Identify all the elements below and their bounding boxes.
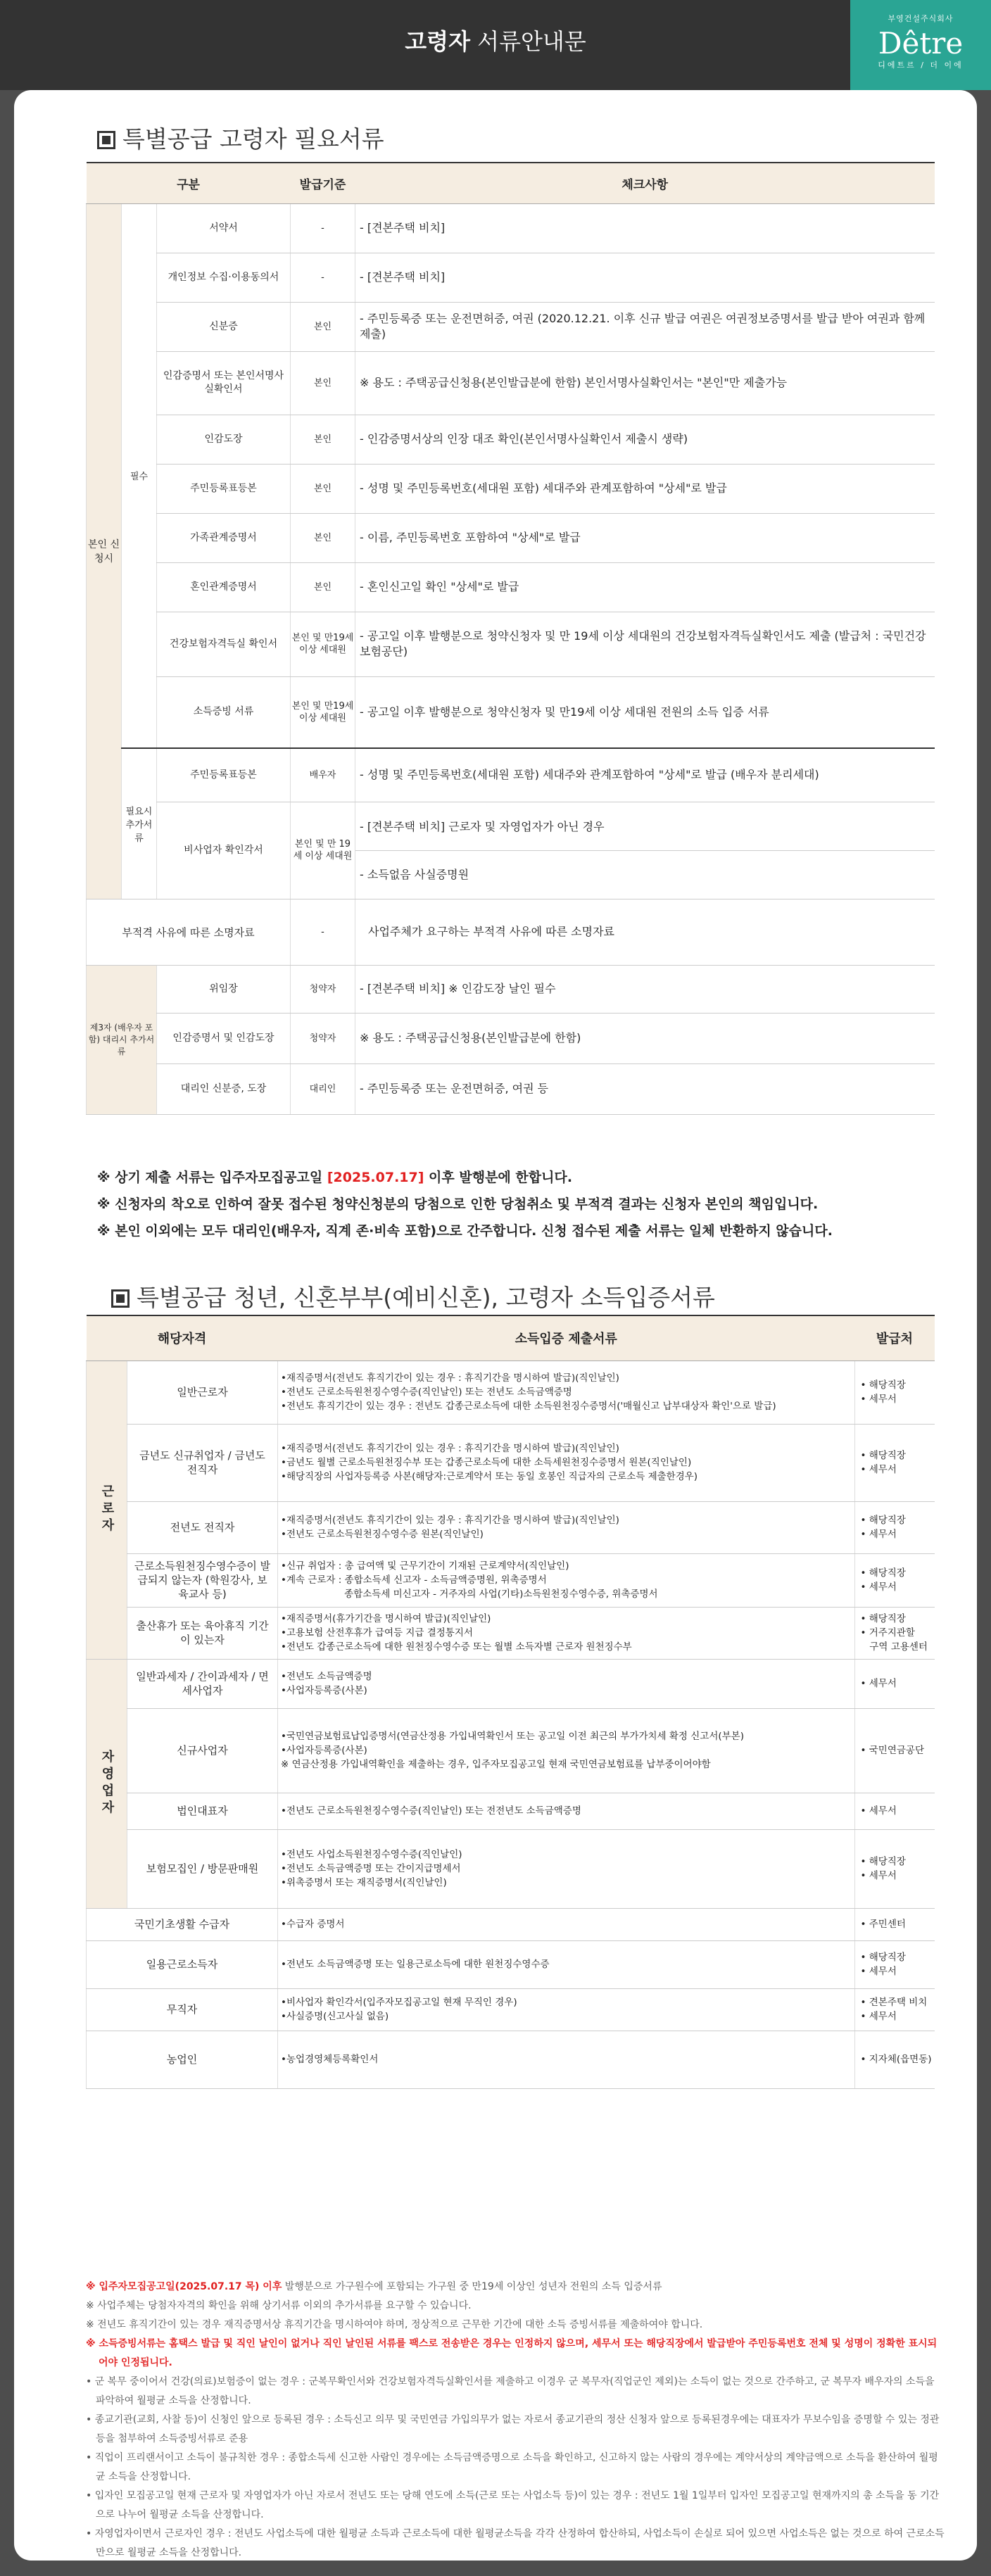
qualification-name: 전년도 전직자 bbox=[127, 1501, 278, 1553]
table-row bbox=[87, 1829, 935, 1908]
doc-line: •전년도 휴직기간이 있는 경우 : 전년도 갑종근로소득에 대한 소득원천징수증명서('매월신고 납부대상자 확인'으로 발급) bbox=[281, 1401, 776, 1412]
check-item: - [견본주택 비치] bbox=[355, 203, 935, 253]
issuer bbox=[854, 1360, 935, 1424]
note-line: ※ 신청자의 착오로 인하여 잘못 접수된 청약신청분의 당첨으로 인한 당첨취소 및 부적격 결과는 신청자 본인의 책임입니다. bbox=[97, 1197, 819, 1212]
proof-documents bbox=[278, 1793, 855, 1829]
note-line: ※ 전년도 휴직기간이 있는 경우 재직증명서상 휴직기간을 명시하여야 하며, 정상적으로 근무한 기간에 대한 소득 증빙서류를 제출하여야 합니다. bbox=[86, 2319, 703, 2330]
doc-line: •재직증명서(휴가기간을 명시하여 발급)(직인날인) bbox=[281, 1613, 491, 1624]
basis: 청약자 bbox=[291, 1013, 355, 1063]
doc-line: •전년도 근로소득원천징수영수증(직인날인) 또는 전년도 소득금액증명 bbox=[281, 1387, 572, 1398]
doc-name: 개인정보 수집·이용동의서 bbox=[157, 253, 291, 302]
doc-name: 서약서 bbox=[157, 203, 291, 253]
table-row bbox=[87, 1908, 935, 1940]
qualification-name: 일반근로자 bbox=[127, 1360, 278, 1424]
doc-line: •전년도 근로소득원천징수영수증 원본(직인날인) bbox=[281, 1529, 484, 1540]
table-row bbox=[87, 415, 935, 464]
doc-line: •사업자등록증(사본) bbox=[281, 1745, 367, 1756]
issuer-line: • 세무서 bbox=[860, 1966, 897, 1977]
note-line: ※ 본인 이외에는 모두 대리인(배우자, 직계 존·비속 포함)으로 간주합니다. 신청 접수된 제출 서류는 일체 반환하지 않습니다. bbox=[97, 1223, 833, 1239]
proof-documents bbox=[278, 1829, 855, 1908]
note-line: ※ 소득증빙서류는 홈택스 발급 및 직인 날인이 없거나 직인 날인된 서류를 팩스로 전송받은 경우는 인정하지 않으며, 세무서 또는 해당직장에서 발급받아 주민등록번호 전체 및 성명이 정확한 표시되어야 인정됩니다. bbox=[86, 2338, 938, 2368]
table-row bbox=[87, 748, 935, 802]
proof-documents bbox=[278, 1659, 855, 1708]
proof-documents bbox=[278, 1908, 855, 1940]
issuer-line: • 해당직장 bbox=[860, 1515, 906, 1526]
doc-line: •전년도 근로소득원천징수영수증(직인날인) 또는 전전년도 소득금액증명 bbox=[281, 1805, 581, 1817]
check-item: - 공고일 이후 발행분으로 청약신청자 및 만19세 이상 세대원 전원의 소득 입증 서류 bbox=[355, 676, 935, 748]
table-row bbox=[87, 1988, 935, 2031]
col-header-check: 체크사항 bbox=[355, 163, 935, 203]
check-item: - 인감증명서상의 인장 대조 확인(본인서명사실확인서 제출시 생략) bbox=[355, 415, 935, 464]
doc-line: •전년도 소득금액증명 또는 간이지급명세서 bbox=[281, 1863, 461, 1874]
table-row bbox=[87, 351, 935, 415]
doc-line: •전년도 소득금액증명 bbox=[281, 1671, 372, 1682]
table-row bbox=[87, 1063, 935, 1114]
doc-line: 종합소득세 미신고자 - 거주자의 사업(기타)소득원천징수영수증, 위촉증명서 bbox=[281, 1589, 658, 1600]
check-line: - [견본주택 비치] 근로자 및 자영업자가 아닌 경우 bbox=[355, 802, 935, 851]
table-row bbox=[87, 253, 935, 302]
required-documents-table bbox=[86, 162, 935, 1115]
col-header-issuer: 발급처 bbox=[854, 1315, 935, 1360]
check-item: - 주민등록증 또는 운전면허증, 여권 (2020.12.21. 이후 신규 발급 여권은 여권정보증명서를 발급 받아 여권과 함께 제출) bbox=[355, 302, 935, 351]
qualification-name: 일반과세자 / 간이과세자 / 면세사업자 bbox=[127, 1659, 278, 1708]
issuer bbox=[854, 1708, 935, 1793]
table-row bbox=[87, 899, 935, 965]
doc-name: 건강보험자격득실 확인서 bbox=[157, 612, 291, 676]
issuer bbox=[854, 1553, 935, 1607]
check-item: - [견본주택 비치] bbox=[355, 253, 935, 302]
issuer-line: 구역 고용센터 bbox=[860, 1641, 928, 1653]
check-item: - 공고일 이후 발행분으로 청약신청자 및 만 19세 이상 세대원의 건강보험자격득실확인서도 제출 (발급처 : 국민건강보험공단) bbox=[355, 612, 935, 676]
qualification-name: 무직자 bbox=[87, 1988, 278, 2031]
doc-line: •사실증명(신고사실 없음) bbox=[281, 2011, 389, 2022]
doc-name: 인감증명서 또는 본인서명사실확인서 bbox=[157, 351, 291, 415]
table-row bbox=[87, 1013, 935, 1063]
doc-line: •사업자등록증(사본) bbox=[281, 1685, 367, 1696]
doc-name: 주민등록표등본 bbox=[157, 464, 291, 513]
proof-documents bbox=[278, 2031, 855, 2088]
issuer bbox=[854, 1501, 935, 1553]
check-item: - 이름, 주민등록번호 포함하여 "상세"로 발급 bbox=[355, 513, 935, 562]
check-item: ※ 용도 : 주택공급신청용(본인발급분에 한함) bbox=[355, 1013, 935, 1063]
table-row bbox=[87, 464, 935, 513]
basis: 본인 bbox=[291, 302, 355, 351]
table-row bbox=[87, 302, 935, 351]
table-row bbox=[87, 203, 935, 253]
income-proof-table bbox=[86, 1315, 935, 2089]
table-row bbox=[87, 965, 935, 1013]
doc-name: 위임장 bbox=[157, 965, 291, 1013]
doc-line: •비사업자 확인각서(입주자모집공고일 현재 무직인 경우) bbox=[281, 1997, 517, 2008]
issuer-line: • 세무서 bbox=[860, 2011, 897, 2022]
qualification-name: 금년도 신규취업자 / 금년도 전직자 bbox=[127, 1424, 278, 1501]
check-item: - 성명 및 주민등록번호(세대원 포함) 세대주와 관계포함하여 "상세"로 발급 bbox=[355, 464, 935, 513]
issuer-line: • 해당직장 bbox=[860, 1567, 906, 1579]
note-text: 발행분으로 가구원수에 포함되는 가구원 중 만19세 이상인 성년자 전원의 소득 입증서류 bbox=[282, 2281, 662, 2292]
brand-logo: 부영건설주식회사 Dêtre 디에트르 / 더 이에 bbox=[850, 0, 991, 90]
basis: 본인 bbox=[291, 464, 355, 513]
issuer-line: • 세무서 bbox=[860, 1464, 897, 1475]
qualification-name: 일용근로소득자 bbox=[87, 1940, 278, 1988]
note-highlight: ※ 입주자모집공고일(2025.07.17 목) 이후 bbox=[86, 2281, 282, 2292]
issuer bbox=[854, 1793, 935, 1829]
basis: 대리인 bbox=[291, 1063, 355, 1114]
note-line: • 군 복무 중이어서 건강(의료)보험증이 없는 경우 : 군복무확인서와 건강보험자격득실확인서를 제출하고 이경우 군 복무자(직업군인 제외)는 소득이 없는 것으로 간주하고, 군 복무자 배우자의 소득을 파악하여 월평균 소득을 산정합니다. bbox=[86, 2376, 935, 2406]
doc-line: •농업경영체등록확인서 bbox=[281, 2054, 379, 2065]
table-row bbox=[87, 802, 935, 899]
doc-line: •수급자 증명서 bbox=[281, 1919, 345, 1930]
basis: - bbox=[291, 203, 355, 253]
square-bullet-icon bbox=[111, 1289, 130, 1308]
section1-title: 특별공급 고령자 필요서류 bbox=[97, 121, 384, 154]
note-line: • 자영업자이면서 근로자인 경우 : 전년도 사업소득에 대한 월평균 소득과 근로소득에 대한 월평균소득을 각각 산정하여 합산하되, 사업소득이 손실로 되어 있으면 사업소득은 없는 것으로 하여 근로소득만으로 월평균 소득을 산정합니다. bbox=[86, 2528, 945, 2558]
doc-line: •재직증명서(전년도 휴직기간이 있는 경우 : 휴직기간을 명시하여 발급)(직인날인) bbox=[281, 1372, 619, 1384]
content-card bbox=[14, 90, 977, 2561]
qualification-name: 국민기초생활 수급자 bbox=[87, 1908, 278, 1940]
doc-name: 신분증 bbox=[157, 302, 291, 351]
issuer bbox=[854, 1940, 935, 1988]
issuer bbox=[854, 1908, 935, 1940]
doc-line: •위촉증명서 또는 재직증명서(직인날인) bbox=[281, 1877, 447, 1888]
basis: 본인 및 만19세 이상 세대원 bbox=[291, 612, 355, 676]
group-optional: 필요시 추가서류 bbox=[122, 748, 157, 899]
issuer bbox=[854, 2031, 935, 2088]
page-header bbox=[0, 0, 991, 90]
section2-title: 특별공급 청년, 신혼부부(예비신혼), 고령자 소득입증서류 bbox=[111, 1280, 715, 1313]
doc-line: •전년도 갑종근로소득에 대한 원천징수영수증 또는 월별 소득자별 근로자 원천징수부 bbox=[281, 1641, 632, 1653]
table-row bbox=[87, 1708, 935, 1793]
issuer-line: • 세무서 bbox=[860, 1870, 897, 1881]
doc-line: •국민연금보험료납입증명서(연금산정용 가입내역확인서 또는 공고일 이전 최근의 부가가치세 확정 신고서(부본) bbox=[281, 1731, 744, 1742]
qualification-name: 신규사업자 bbox=[127, 1708, 278, 1793]
section1-notes bbox=[97, 1164, 833, 1244]
qualification-name: 출산휴가 또는 육아휴직 기간이 있는자 bbox=[127, 1607, 278, 1659]
issuer bbox=[854, 1829, 935, 1908]
check-item: - 혼인신고일 확인 "상세"로 발급 bbox=[355, 562, 935, 612]
qualification-name: 근로소득원천징수영수증이 발급되지 않는자 (학원강사, 보육교사 등) bbox=[127, 1553, 278, 1607]
qualification-name: 보험모집인 / 방문판매원 bbox=[127, 1829, 278, 1908]
proof-documents bbox=[278, 1708, 855, 1793]
table-row bbox=[87, 1607, 935, 1659]
basis: 청약자 bbox=[291, 965, 355, 1013]
table-row bbox=[87, 676, 935, 748]
table-row bbox=[87, 1659, 935, 1708]
qualification-name: 농업인 bbox=[87, 2031, 278, 2088]
issuer-line: • 지자체(읍면동) bbox=[860, 2054, 932, 2065]
table-row bbox=[87, 1793, 935, 1829]
check-item: 사업주체가 요구하는 부적격 사유에 따른 소명자료 bbox=[355, 899, 935, 965]
note-line: • 종교기관(교회, 사찰 등)이 신청인 앞으로 등록된 경우 : 소득신고 의무 및 국민연금 가입의무가 없는 자로서 종교기관의 정산 신청자 앞으로 등록된경우에는 대표자가 무보수임을 증명할 수 있는 정관 등을 첨부하여 소득증빙서류로 준용 bbox=[86, 2414, 940, 2444]
check-item: - [견본주택 비치] ※ 인감도장 날인 필수 bbox=[355, 965, 935, 1013]
doc-line: •전년도 사업소득원천징수영수증(직인날인) bbox=[281, 1849, 462, 1860]
note-line bbox=[86, 2278, 945, 2297]
issuer bbox=[854, 1988, 935, 2031]
doc-line: •재직증명서(전년도 휴직기간이 있는 경우 : 휴직기간을 명시하여 발급)(직인날인) bbox=[281, 1443, 619, 1454]
col-header-qualification: 해당자격 bbox=[87, 1315, 278, 1360]
basis: 본인 및 만 19세 이상 세대원 bbox=[291, 802, 355, 899]
table-row bbox=[87, 1501, 935, 1553]
proof-documents bbox=[278, 1424, 855, 1501]
note-line: ※ 사업주체는 당첨자자격의 확인을 위해 상기서류 이외의 추가서류를 요구할 수 있습니다. bbox=[86, 2300, 472, 2311]
basis: 본인 및 만19세 이상 세대원 bbox=[291, 676, 355, 748]
doc-line: •재직증명서(전년도 휴직기간이 있는 경우 : 휴직기간을 명시하여 발급)(직인날인) bbox=[281, 1515, 619, 1526]
issuer-line: • 세무서 bbox=[860, 1805, 897, 1817]
issuer-line: • 해당직장 bbox=[860, 1613, 906, 1624]
proof-documents bbox=[278, 1940, 855, 1988]
doc-name: 대리인 신분증, 도장 bbox=[157, 1063, 291, 1114]
issuer-line: • 해당직장 bbox=[860, 1952, 906, 1963]
doc-line: ※ 연금산정용 가입내역확인을 제출하는 경우, 입주자모집공고일 현재 국민연금보험료를 납부중이어야함 bbox=[281, 1759, 711, 1770]
check-item: ※ 용도 : 주택공급신청용(본인발급분에 한함) 본인서명사실확인서는 "본인"만 제출가능 bbox=[355, 351, 935, 415]
group-worker: 근로자 bbox=[87, 1360, 127, 1659]
doc-line: •고용보험 산전후휴가 급여등 지급 결정통지서 bbox=[281, 1627, 473, 1639]
table-row bbox=[87, 562, 935, 612]
issuer-line: • 해당직장 bbox=[860, 1856, 906, 1867]
check-item: - 성명 및 주민등록번호(세대원 포함) 세대주와 관계포함하여 "상세"로 발급 (배우자 분리세대) bbox=[355, 748, 935, 802]
doc-name: 비사업자 확인각서 bbox=[157, 802, 291, 899]
issuer-line: • 해당직장 bbox=[860, 1379, 906, 1391]
check-item bbox=[355, 802, 935, 899]
section2-notes bbox=[86, 2278, 945, 2563]
table-row bbox=[87, 1360, 935, 1424]
note-line: • 입자인 모집공고일 현재 근로자 및 자영업자가 아닌 자로서 전년도 또는 당해 연도에 소득(근로 또는 사업소득 등)이 있는 경우 : 전년도 1월 1일부터 입자인 모집공고일 현재까지의 총 소득을 동 기간으로 나누어 월평균 소득을 산정합니다. bbox=[86, 2490, 940, 2520]
proof-documents bbox=[278, 1988, 855, 2031]
doc-name: 인감증명서 및 인감도장 bbox=[157, 1013, 291, 1063]
table-row bbox=[87, 1940, 935, 1988]
table-row bbox=[87, 2031, 935, 2088]
col-header-documents: 소득입증 제출서류 bbox=[278, 1315, 855, 1360]
table-row bbox=[87, 1553, 935, 1607]
issuer bbox=[854, 1607, 935, 1659]
check-line: - 소득없음 사실증명원 bbox=[360, 867, 469, 881]
doc-name: 주민등록표등본 bbox=[157, 748, 291, 802]
basis: 배우자 bbox=[291, 748, 355, 802]
doc-name: 가족관계증명서 bbox=[157, 513, 291, 562]
issuer bbox=[854, 1424, 935, 1501]
doc-line: •금년도 월별 근로소득원천징수부 또는 갑종근로소득에 대한 소득세원천징수증명서 원본(직인날인) bbox=[281, 1457, 692, 1468]
doc-line: •신규 취업자 : 총 급여액 및 근무기간이 기재된 근로계약서(직인날인) bbox=[281, 1560, 569, 1572]
basis: 본인 bbox=[291, 513, 355, 562]
doc-name: 부적격 사유에 따른 소명자료 bbox=[87, 899, 291, 965]
proof-documents bbox=[278, 1360, 855, 1424]
doc-line: •해당직장의 사업자등록증 사본(해당자:근로계약서 또는 동일 호봉인 직급자의 근로소득 제출한경우) bbox=[281, 1471, 698, 1482]
doc-name: 혼인관계증명서 bbox=[157, 562, 291, 612]
proof-documents bbox=[278, 1607, 855, 1659]
group-self-employed: 자영업자 bbox=[87, 1659, 127, 1908]
note-line: ※ 상기 제출 서류는 입주자모집공고일 [2025.07.17] 이후 발행분에 한합니다. bbox=[97, 1170, 573, 1185]
issuer-line: • 세무서 bbox=[860, 1581, 897, 1593]
note-line: • 직업이 프리랜서이고 소득이 불규칙한 경우 : 종합소득세 신고한 사람인 경우에는 소득금액증명으로 소득을 확인하고, 신고하지 않는 사람의 경우에는 계약서상의 계약금액으로 소득을 환산하여 월평균 소득을 산정합니다. bbox=[86, 2452, 938, 2482]
issuer-line: • 거주지관할 bbox=[860, 1627, 915, 1639]
basis: - bbox=[291, 253, 355, 302]
basis: 본인 bbox=[291, 562, 355, 612]
issuer-line: • 해당직장 bbox=[860, 1450, 906, 1461]
page-title: 고령자 서류안내문 bbox=[405, 28, 586, 55]
col-header-basis: 발급기준 bbox=[291, 163, 355, 203]
qualification-name: 법인대표자 bbox=[127, 1793, 278, 1829]
issuer-line: • 견본주택 비치 bbox=[860, 1997, 928, 2008]
issuer-line: • 국민연금공단 bbox=[860, 1745, 924, 1756]
doc-line: •전년도 소득금액증명 또는 일용근로소득에 대한 원천징수영수증 bbox=[281, 1959, 550, 1970]
basis: 본인 bbox=[291, 415, 355, 464]
col-header-category: 구분 bbox=[87, 163, 291, 203]
square-bullet-icon bbox=[97, 131, 115, 149]
check-item: - 주민등록증 또는 운전면허증, 여권 등 bbox=[355, 1063, 935, 1114]
table-row bbox=[87, 1424, 935, 1501]
table-row bbox=[87, 612, 935, 676]
proof-documents bbox=[278, 1501, 855, 1553]
doc-line: •계속 근로자 : 종합소득세 신고자 - 소득금액증명원, 위촉증명서 bbox=[281, 1574, 547, 1586]
group-self: 본인 신청시 bbox=[87, 203, 122, 899]
group-agent: 제3자 (배우자 포함) 대리시 추가서류 bbox=[87, 965, 157, 1114]
group-required: 필수 bbox=[122, 203, 157, 748]
basis: 본인 bbox=[291, 351, 355, 415]
issuer-line: • 세무서 bbox=[860, 1678, 897, 1689]
issuer bbox=[854, 1659, 935, 1708]
basis: - bbox=[291, 899, 355, 965]
proof-documents bbox=[278, 1553, 855, 1607]
doc-name: 소득증빙 서류 bbox=[157, 676, 291, 748]
issuer-line: • 세무서 bbox=[860, 1394, 897, 1405]
doc-name: 인감도장 bbox=[157, 415, 291, 464]
issuer-line: • 세무서 bbox=[860, 1529, 897, 1540]
issuer-line: • 주민센터 bbox=[860, 1919, 906, 1930]
table-row bbox=[87, 513, 935, 562]
